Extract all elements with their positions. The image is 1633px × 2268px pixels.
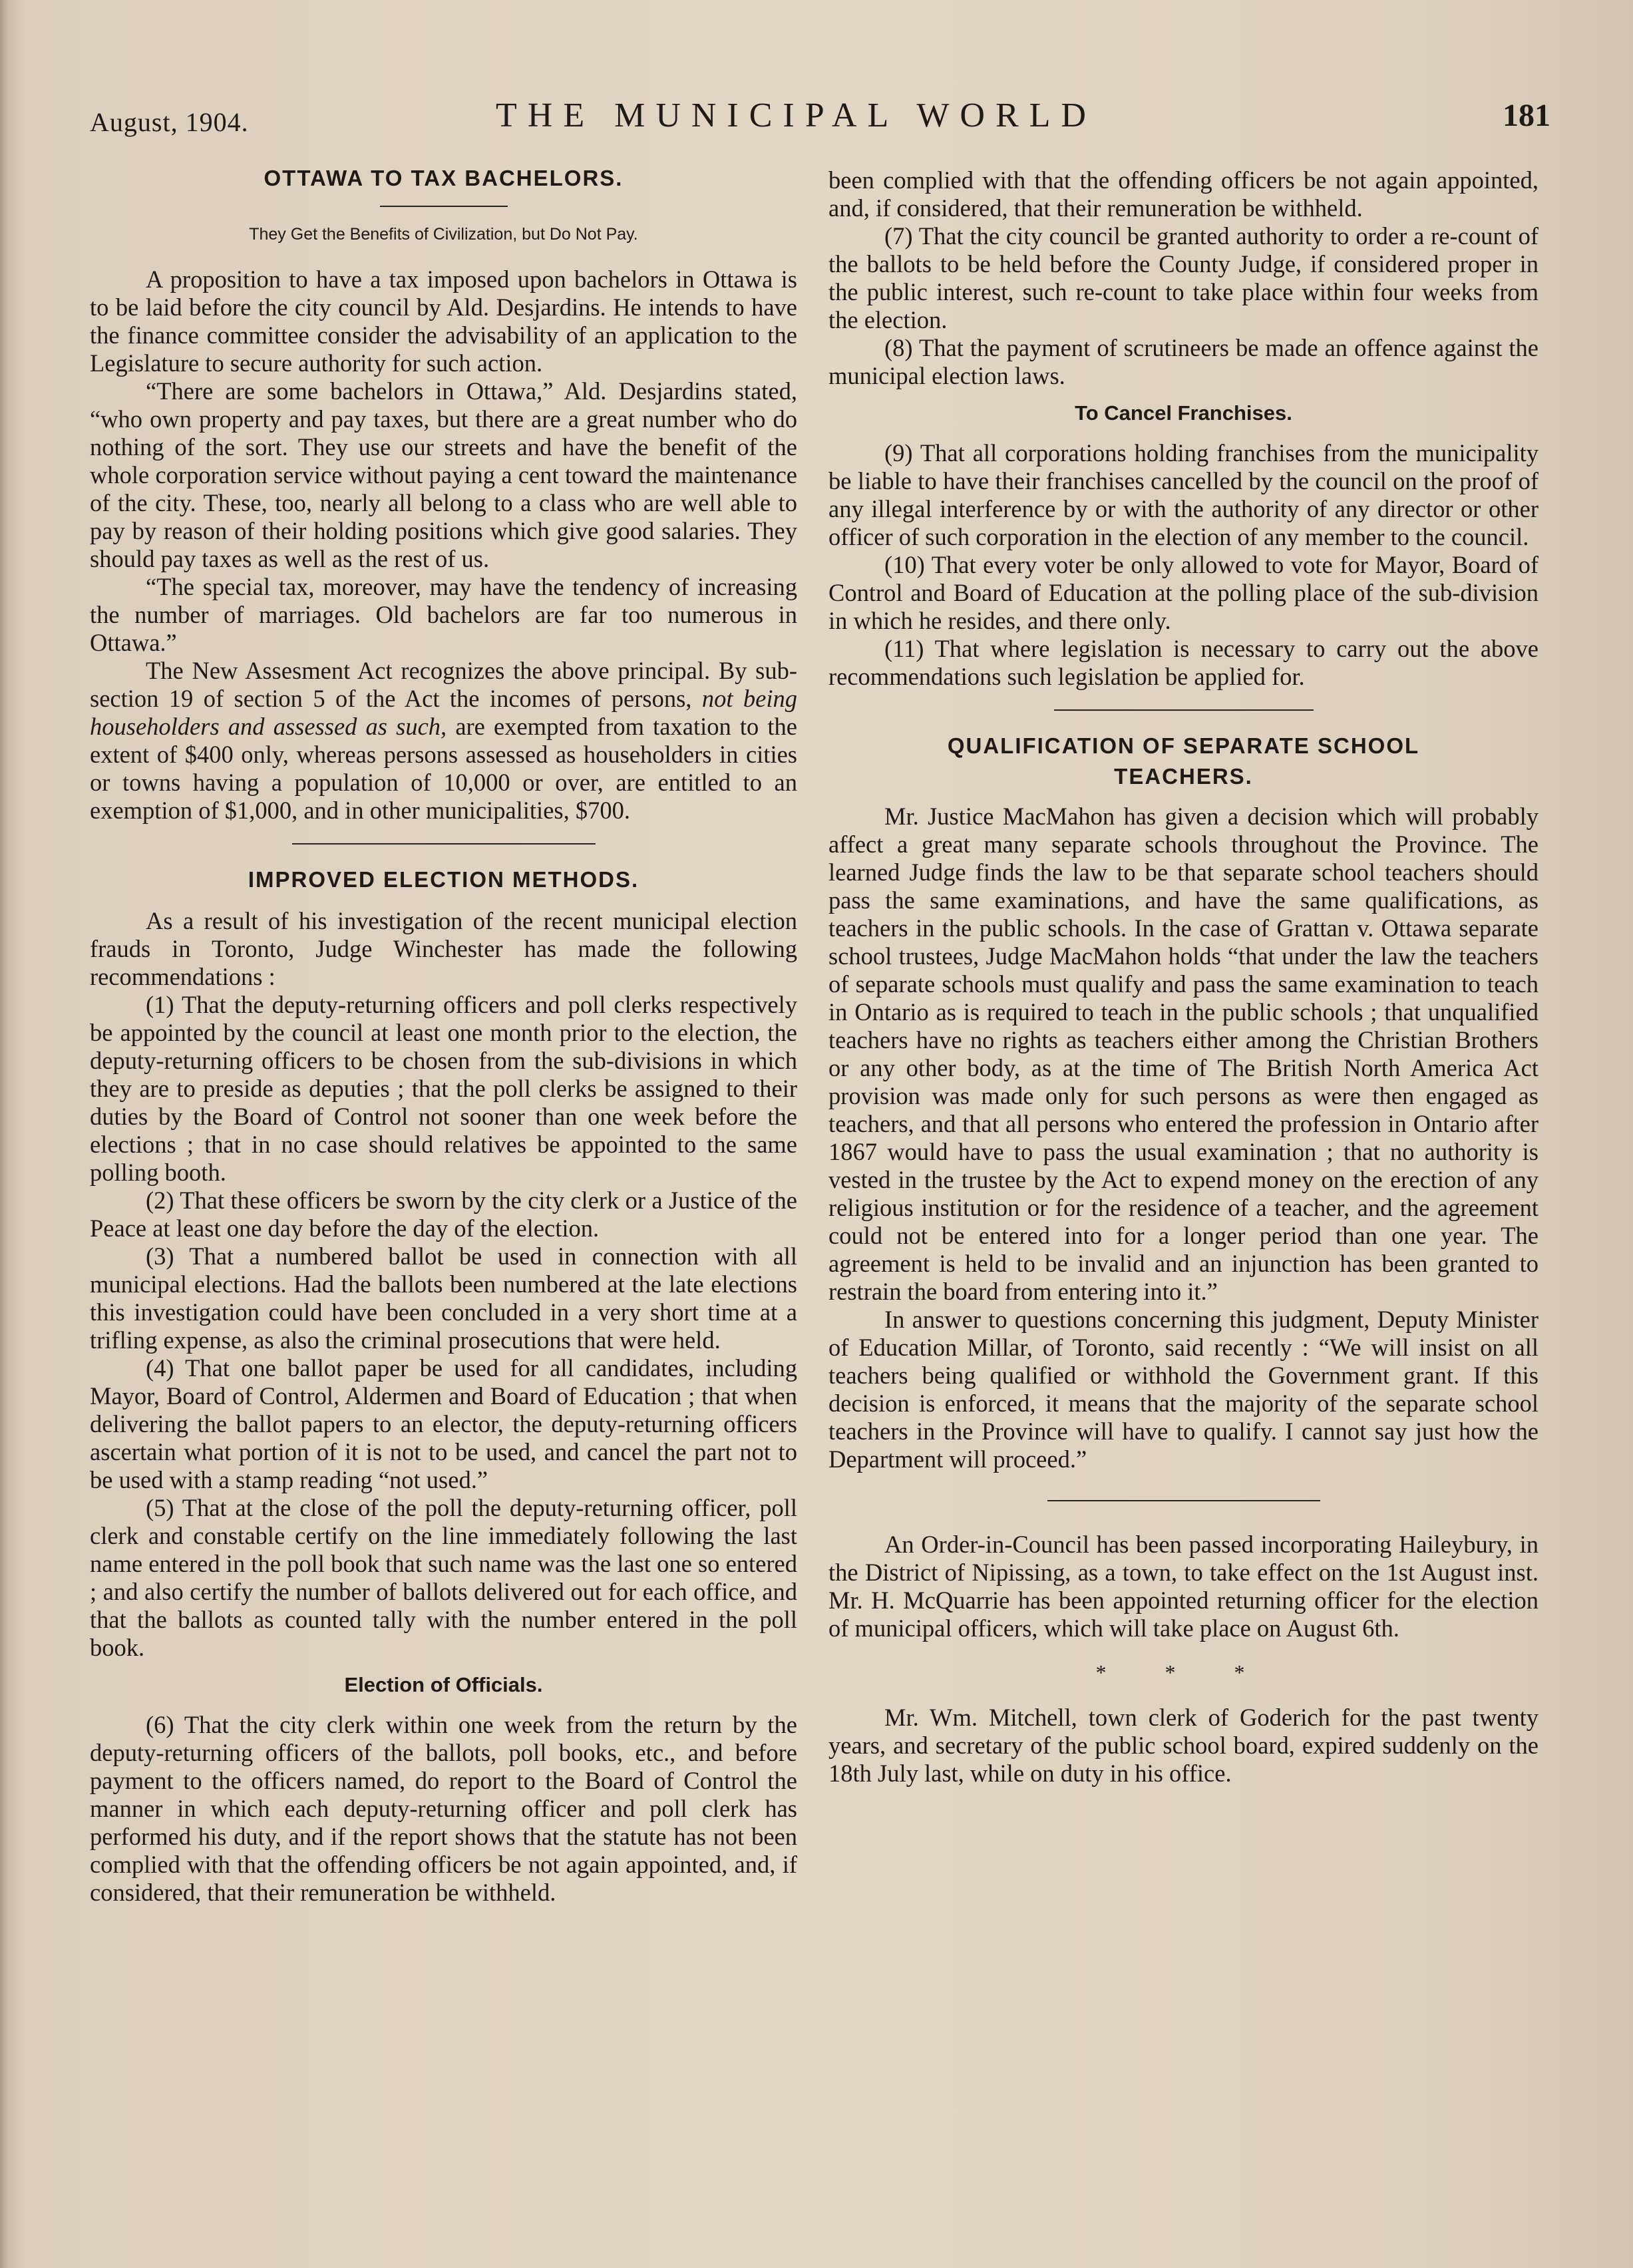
page-header — [90, 93, 1550, 140]
issue-date: August, 1904. — [90, 107, 249, 137]
recommendation-3: (3) That a numbered ballot be used in connection with all municipal elections. Had the ballots been numbered at the late elections this investigation could have been concluded in a very short time at a trifling expense, as also the criminal prosecutions that were held. — [90, 1242, 797, 1354]
recommendation-2: (2) That these officers be sworn by the city clerk or a Justice of the Peace at least one day before the day of the election. — [90, 1187, 797, 1242]
recommendation-11: (11) That where legislation is necessary to carry out the above recommendations such legislation be applied for. — [828, 635, 1539, 690]
recommendation-6: (6) That the city clerk within one week from the return by the deputy-returning officers of the ballots, poll books, etc., and before payment to the officers named, do report to the Board of Control the manner in which each deputy-returning officer and poll clerk has performed his duty, and if the report shows that the statute has not been complied with that the offending officers be not again appointed, and, if considered, that their remuneration be withheld. — [90, 1711, 797, 1906]
recommendation-5: (5) That at the close of the poll the deputy-returning officer, poll clerk and constable certify on the line immediately following the last name entered in the poll book that such name was the last one so entered ; and also certify the number of ballots delivered out for each office, and that the ballots as counted tally with the number entered in the poll book. — [90, 1494, 797, 1661]
notice-mitchell: Mr. Wm. Mitchell, town clerk of Goderich for the past twenty years, and secretary of the public school board, expired suddenly on the 18th July last, while on duty in his office. — [828, 1704, 1539, 1787]
separator-stars: * * * — [1095, 1660, 1272, 1684]
article-title-bachelors: OTTAWA TO TAX BACHELORS. — [264, 166, 624, 190]
article-title-separate-schools — [828, 731, 1539, 792]
paragraph: Mr. Justice MacMahon has given a decision which will probably affect a great many separate schools throughout the Province. The learned Judge finds the law to be that separate school teachers should pass the same examinations, and have the same qualifications, as teachers in the public schools. In the case of Grattan v. Ottawa separate school trustees, Judge MacMahon holds “that under the law the teachers of separate schools must qualify and pass the same examination to teach in Ontario as is required to teach in the public schools ; that unqualified teachers have no rights as teachers either among the Christian Brothers or any other body, as at the time of The British North America Act provision was made only for such persons as were then engaged as teachers, and that all persons who entered the profession in Ontario after 1867 would have to pass the usual examination ; that no authority is vested in the trustee by the Act to expend money on the erection of any religious institution or for the residence of a teacher, and the agreement could not be entered into for a longer period than one year. The agreement is held to be invalid and an injunction has been granted to restrain the board from entering into it.” — [828, 803, 1539, 1305]
paragraph-text: are exempted from taxation to the extent of $400 only, whereas persons assessed as householders in cities or towns having a population of 10,000 or over, are entitled to an exemption of $1,000, and in other municipalities, $700. — [90, 713, 797, 824]
notice-haileybury: An Order-in-Council has been passed incorporating Haileybury, in the District of Nipissing, as a town, to take effect on the 1st August inst. Mr. H. McQuarrie has been appointed returning officer for the election of municipal officers, which will take place on August 6th. — [828, 1531, 1539, 1642]
recommendation-7: (7) That the city council be granted authority to order a re-count of the ballots to be held before the County Judge, if considered proper in the public interest, such re-count to take place within four weeks from the election. — [828, 222, 1539, 333]
paragraph: A proposition to have a tax imposed upon bachelors in Ottawa is to be laid before the city council by Ald. Desjardins. He intends to have the finance committee consider the advisability of an application to the Legislature to secure authority for such action. — [90, 266, 797, 377]
recommendation-6-continued: been complied with that the offending officers be not again appointed, and, if considered, that their remuneration be withheld. — [828, 166, 1539, 222]
paragraph: As a result of his investigation of the recent municipal election frauds in Toronto, Judge Winchester has made the following recommendations : — [90, 907, 797, 990]
section-divider — [1054, 709, 1314, 711]
publication-title: THE MUNICIPAL WORLD — [496, 96, 1097, 134]
recommendation-8: (8) That the payment of scrutineers be made an offence against the municipal election laws. — [828, 334, 1539, 389]
recommendation-9: (9) That all corporations holding franchises from the municipality be liable to have their franchises cancelled by the council on the proof of any illegal interference by or with the authority of any director or other officer of such corporation in the election of any member to the council. — [828, 439, 1539, 550]
recommendation-1: (1) That the deputy-returning officers and poll clerks respectively be appointed by the council at least one month prior to the election, the deputy-returning officers to be chosen from the sub-divisions in which they are to preside as deputies ; that the poll clerks be assigned to their duties by the Board of Control not sooner than one week before the elections ; that in no case should relatives be appointed to the same polling booth. — [90, 991, 797, 1186]
subheading-franchises: To Cancel Franchises. — [1075, 401, 1292, 425]
recommendation-4: (4) That one ballot paper be used for all candidates, including Mayor, Board of Control, Aldermen and Board of Education ; that when delivering the ballot papers to an elector, the deputy-returning officers ascertain what portion of it is not to be used, and cancel the part not to be used with a stamp reading “not used.” — [90, 1354, 797, 1493]
paragraph — [90, 657, 797, 825]
recommendation-10: (10) That every voter be only allowed to vote for Mayor, Board of Control and Board of Education at the polling place of the sub-division in which he resides, and there only. — [828, 551, 1539, 634]
title-rule — [380, 206, 508, 207]
title-line: TEACHERS. — [1114, 764, 1253, 789]
paragraph: “The special tax, moreover, may have the tendency of increasing the number of marriages. Old bachelors are far too numerous in Ottawa.” — [90, 573, 797, 656]
article-title-election: IMPROVED ELECTION METHODS. — [248, 867, 639, 892]
title-line: QUALIFICATION OF SEPARATE SCHOOL — [947, 733, 1420, 758]
section-divider — [292, 843, 596, 845]
italic-text: not being householders and assessed as such, — [90, 685, 798, 740]
paragraph-text: The New Assesment Act recognizes the above principal. By sub-section 19 of section 5 of the Act the incomes of persons, — [90, 657, 797, 712]
subheading-officials: Election of Officials. — [344, 1673, 543, 1696]
article-subtitle-bachelors: They Get the Benefits of Civilization, but Do Not Pay. — [249, 225, 638, 244]
page-number: 181 — [1503, 98, 1550, 133]
section-divider — [1047, 1500, 1320, 1501]
right-column — [828, 166, 1539, 1788]
left-column — [90, 163, 798, 1906]
paragraph: “There are some bachelors in Ottawa,” Ald. Desjardins stated, “who own property and pay taxes, but there are a great number who do nothing of the sort. They use our streets and have the benefit of the whole corporation service without paying a cent toward the maintenance of the city. These, too, nearly all belong to a class who are well able to pay by reason of their holding positions which give good salaries. They should pay taxes as well as the rest of us. — [90, 377, 797, 572]
paragraph: In answer to questions concerning this judgment, Deputy Minister of Education Millar, of Toronto, said recently : “We will insist on all teachers being qualified or withhold the Government grant. If this decision is enforced, it means that the majority of the separate school teachers in the Province will have to qualify. I cannot say just how the Department will proceed.” — [828, 1306, 1539, 1473]
